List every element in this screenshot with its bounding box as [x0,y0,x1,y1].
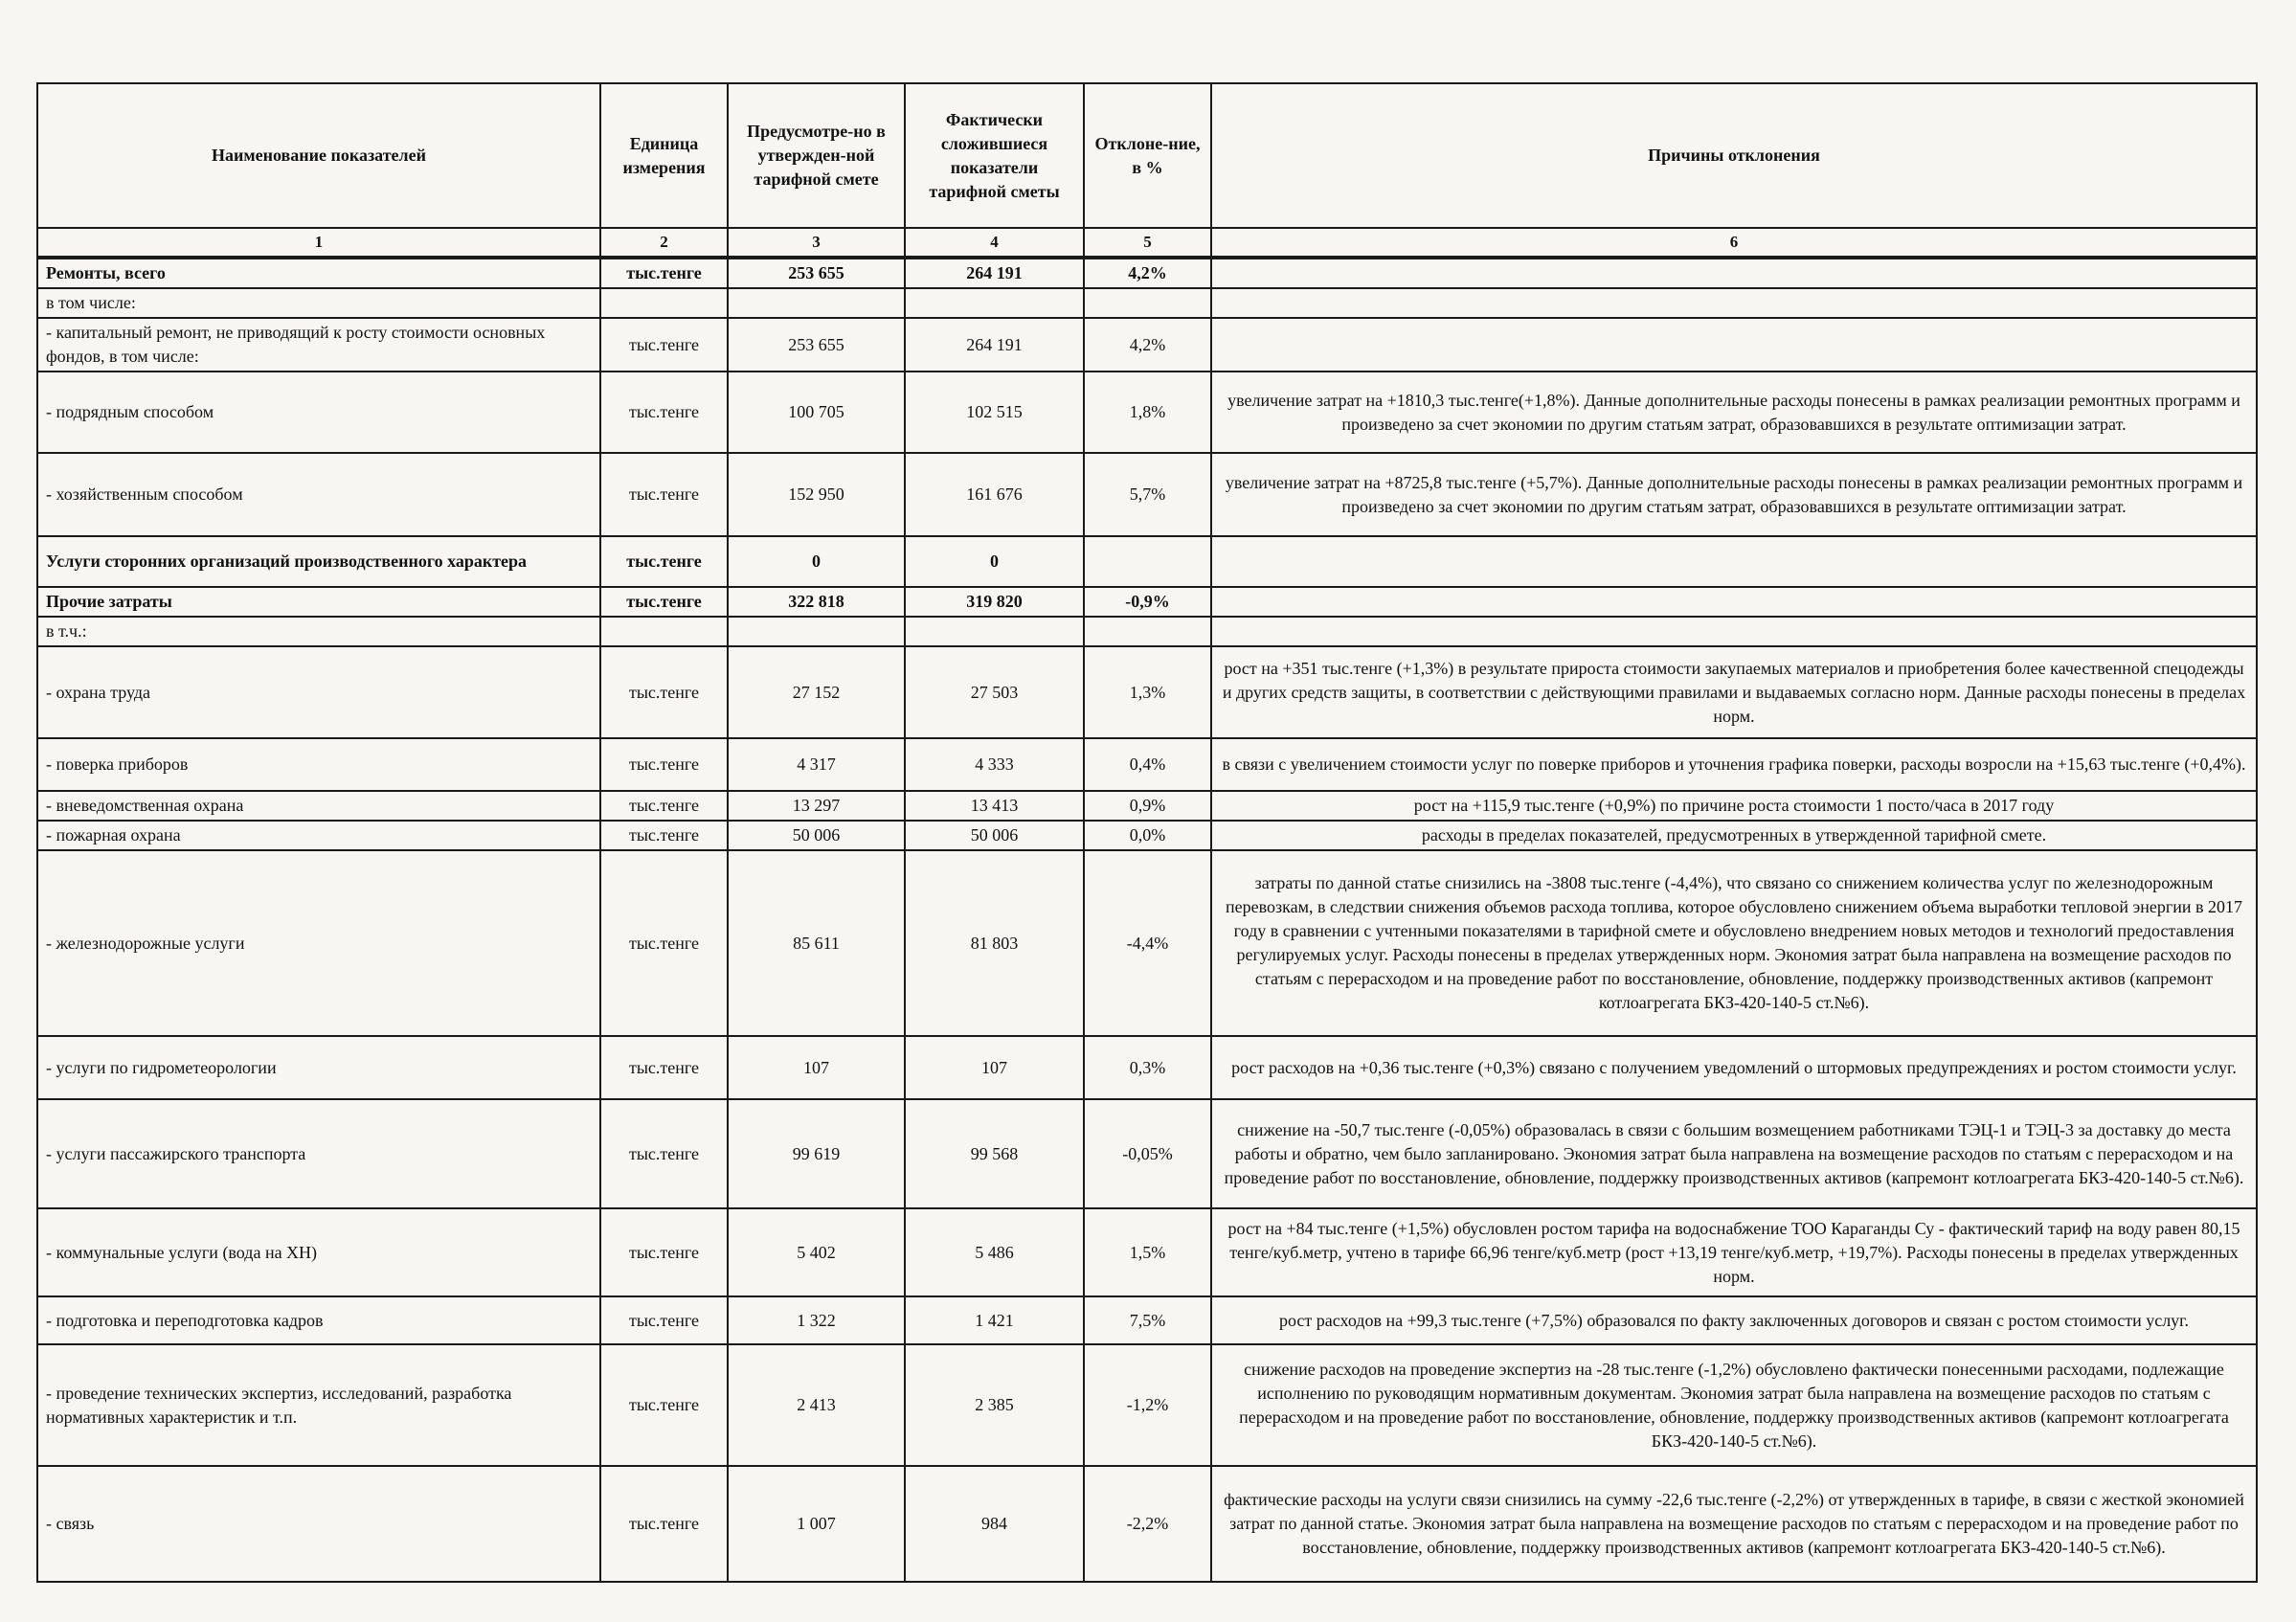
row-name: - хозяйственным способом [37,453,600,536]
row-reason: рост на +351 тыс.тенге (+1,3%) в результате прироста стоимости закупаемых материалов и приобретения более качественной спецодежды и других средств защиты, в соответствии с действующими правилами и выдаваемых согласно норм. Данные расходы понесены в пределах норм. [1211,646,2257,738]
row-name: - поверка приборов [37,738,600,791]
row-name: - подрядным способом [37,372,600,453]
table-header-row [37,83,2257,228]
table-row [37,587,2257,617]
row-deviation: 7,5% [1084,1296,1211,1344]
row-actual: 4 333 [905,738,1084,791]
row-reason: затраты по данной статье снизились на -3808 тыс.тенге (-4,4%), что связано со снижением количества услуг по железнодорожным перевозкам, в следствии снижения объемов расхода топлива, которое обусловлено снижением объема выработки тепловой энергии в 2017 году в сравнении с учтенными показателями в тарифной смете и обусловлено внедрением новых методов и технологий предоставления регулируемых услуг. Расходы понесены в пределах утвержденных норм. Экономия затрат была направлена на возмещение расходов по статьям с перерасходом и на проведение работ по восстановление, обновление, поддержку производственных активов (капремонт котлоагрегата БКЗ-420-140-5 ст.№6). [1211,850,2257,1036]
column-number: 6 [1211,228,2257,258]
row-planned: 152 950 [728,453,905,536]
row-actual: 984 [905,1466,1084,1582]
row-unit: тыс.тенге [600,1099,728,1208]
column-number: 4 [905,228,1084,258]
row-unit: тыс.тенге [600,372,728,453]
row-reason: рост расходов на +0,36 тыс.тенге (+0,3%) связано с получением уведомлений о штормовых предупреждениях и ростом стоимости услуг. [1211,1036,2257,1099]
row-actual: 81 803 [905,850,1084,1036]
row-unit: тыс.тенге [600,318,728,372]
row-deviation: -0,9% [1084,587,1211,617]
row-unit: тыс.тенге [600,1466,728,1582]
table-row [37,1466,2257,1582]
column-number: 3 [728,228,905,258]
header-actual: Фактически сложившиеся показатели тарифной сметы [905,83,1084,228]
table-row [37,318,2257,372]
row-unit: тыс.тенге [600,821,728,850]
row-actual [905,288,1084,318]
row-deviation: 1,3% [1084,646,1211,738]
row-planned: 4 317 [728,738,905,791]
row-actual: 50 006 [905,821,1084,850]
row-reason: увеличение затрат на +8725,8 тыс.тенге (+5,7%). Данные дополнительные расходы понесены в рамках реализации ремонтных программ и произведено за счет экономии по другим статьям затрат, образовавшихся в результате оптимизации затрат. [1211,453,2257,536]
row-unit: тыс.тенге [600,738,728,791]
table-row [37,821,2257,850]
table-row [37,1344,2257,1466]
row-reason [1211,587,2257,617]
header-unit: Единица измерения [600,83,728,228]
table-row [37,258,2257,288]
row-unit: тыс.тенге [600,1296,728,1344]
row-planned: 5 402 [728,1208,905,1296]
row-unit: тыс.тенге [600,1208,728,1296]
row-reason [1211,536,2257,587]
deviation-report-table [36,82,2258,1583]
row-name: - проведение технических экспертиз, исследований, разработка нормативных характеристик и т.п. [37,1344,600,1466]
row-unit: тыс.тенге [600,791,728,821]
row-unit: тыс.тенге [600,258,728,288]
row-reason: расходы в пределах показателей, предусмотренных в утвержденной тарифной смете. [1211,821,2257,850]
table-row [37,1099,2257,1208]
column-number: 2 [600,228,728,258]
table-row [37,1208,2257,1296]
table-row [37,1296,2257,1344]
row-name: - услуги пассажирского транспорта [37,1099,600,1208]
row-actual: 99 568 [905,1099,1084,1208]
row-planned: 0 [728,536,905,587]
row-name: - подготовка и переподготовка кадров [37,1296,600,1344]
row-planned: 322 818 [728,587,905,617]
row-planned [728,288,905,318]
row-deviation: 0,0% [1084,821,1211,850]
table-row [37,453,2257,536]
row-deviation: -0,05% [1084,1099,1211,1208]
row-name: в том числе: [37,288,600,318]
row-deviation: -1,2% [1084,1344,1211,1466]
table-row [37,1036,2257,1099]
row-reason [1211,288,2257,318]
row-unit [600,617,728,646]
row-unit: тыс.тенге [600,646,728,738]
row-reason: рост на +84 тыс.тенге (+1,5%) обусловлен ростом тарифа на водоснабжение ТОО Караганды Су - фактический тариф на воду равен 80,15 тенге/куб.метр, учтено в тарифе 66,96 тенге/куб.метр (рост +13,19 тенге/куб.метр, +19,7%). Расходы понесены в пределах утвержденных норм. [1211,1208,2257,1296]
row-deviation: 1,8% [1084,372,1211,453]
row-deviation: 4,2% [1084,258,1211,288]
row-deviation [1084,617,1211,646]
row-actual: 2 385 [905,1344,1084,1466]
row-name: - связь [37,1466,600,1582]
row-actual: 102 515 [905,372,1084,453]
row-name: - пожарная охрана [37,821,600,850]
row-actual [905,617,1084,646]
row-planned: 253 655 [728,318,905,372]
row-reason: снижение на -50,7 тыс.тенге (-0,05%) образовалась в связи с большим возмещением работниками ТЭЦ-1 и ТЭЦ-3 за доставку до места работы и обратно, чем было запланировано. Экономия затрат была направлена на возмещение расходов по статьям с перерасходом и на проведение работ по восстановление, обновление, поддержку производственных активов (капремонт котлоагрегата БКЗ-420-140-5 ст.№6). [1211,1099,2257,1208]
row-reason: рост расходов на +99,3 тыс.тенге (+7,5%) образовался по факту заключенных договоров и связан с ростом стоимости услуг. [1211,1296,2257,1344]
header-name: Наименование показателей [37,83,600,228]
row-name: - коммунальные услуги (вода на ХН) [37,1208,600,1296]
row-planned: 99 619 [728,1099,905,1208]
row-unit: тыс.тенге [600,1036,728,1099]
row-actual: 161 676 [905,453,1084,536]
row-planned: 1 322 [728,1296,905,1344]
row-planned: 85 611 [728,850,905,1036]
row-planned: 50 006 [728,821,905,850]
row-deviation: 5,7% [1084,453,1211,536]
row-name: - железнодорожные услуги [37,850,600,1036]
table-row [37,791,2257,821]
row-reason: фактические расходы на услуги связи снизились на сумму -22,6 тыс.тенге (-2,2%) от утвержденных в тарифе, в связи с жесткой экономией затрат по данной статье. Экономия затрат была направлена на возмещение расходов по статьям с перерасходом и на проведение работ по восстановление, обновление, поддержку производственных активов (капремонт котлоагрегата БКЗ-420-140-5 ст.№6). [1211,1466,2257,1582]
row-deviation: 0,3% [1084,1036,1211,1099]
row-deviation: 0,9% [1084,791,1211,821]
row-actual: 13 413 [905,791,1084,821]
table-row [37,646,2257,738]
row-actual: 1 421 [905,1296,1084,1344]
table-row [37,288,2257,318]
row-unit: тыс.тенге [600,1344,728,1466]
row-planned: 2 413 [728,1344,905,1466]
row-unit: тыс.тенге [600,850,728,1036]
row-actual: 0 [905,536,1084,587]
row-actual: 107 [905,1036,1084,1099]
row-deviation [1084,288,1211,318]
row-actual: 319 820 [905,587,1084,617]
row-reason [1211,617,2257,646]
row-name: - услуги по гидрометеорологии [37,1036,600,1099]
row-reason: в связи с увеличением стоимости услуг по поверке приборов и уточнения графика поверки, расходы возросли на +15,63 тыс.тенге (+0,4%). [1211,738,2257,791]
row-reason [1211,258,2257,288]
row-name: Прочие затраты [37,587,600,617]
row-deviation [1084,536,1211,587]
column-number-row [37,228,2257,258]
row-planned: 107 [728,1036,905,1099]
row-reason [1211,318,2257,372]
row-name: - капитальный ремонт, не приводящий к росту стоимости основных фондов, в том числе: [37,318,600,372]
table-row [37,536,2257,587]
row-name: Ремонты, всего [37,258,600,288]
table-row [37,738,2257,791]
header-planned: Предусмотре-но в утвержден-ной тарифной смете [728,83,905,228]
row-unit: тыс.тенге [600,453,728,536]
row-name: - вневедомственная охрана [37,791,600,821]
row-unit: тыс.тенге [600,587,728,617]
row-name: в т.ч.: [37,617,600,646]
row-actual: 5 486 [905,1208,1084,1296]
row-unit [600,288,728,318]
row-deviation: 1,5% [1084,1208,1211,1296]
row-planned: 13 297 [728,791,905,821]
row-deviation: 0,4% [1084,738,1211,791]
table-row [37,617,2257,646]
row-deviation: -2,2% [1084,1466,1211,1582]
column-number: 1 [37,228,600,258]
row-reason: снижение расходов на проведение экспертиз на -28 тыс.тенге (-1,2%) обусловлено фактически понесенными расходами, подлежащие исполнению по руководящим нормативным документам. Экономия затрат была направлена на возмещение расходов по статьям с перерасходом и на проведение работ по восстановление, обновление, поддержку производственных активов (капремонт котлоагрегата БКЗ-420-140-5 ст.№6). [1211,1344,2257,1466]
row-actual: 264 191 [905,258,1084,288]
table-row [37,850,2257,1036]
row-name: Услуги сторонних организаций производственного характера [37,536,600,587]
row-reason: увеличение затрат на +1810,3 тыс.тенге(+1,8%). Данные дополнительные расходы понесены в рамках реализации ремонтных программ и произведено за счет экономии по другим статьям затрат, образовавшихся в результате оптимизации затрат. [1211,372,2257,453]
row-deviation: 4,2% [1084,318,1211,372]
row-planned: 100 705 [728,372,905,453]
header-deviation: Отклоне-ние, в % [1084,83,1211,228]
row-name: - охрана труда [37,646,600,738]
row-reason: рост на +115,9 тыс.тенге (+0,9%) по причине роста стоимости 1 посто/часа в 2017 году [1211,791,2257,821]
row-planned: 27 152 [728,646,905,738]
row-unit: тыс.тенге [600,536,728,587]
row-planned: 253 655 [728,258,905,288]
row-actual: 27 503 [905,646,1084,738]
row-planned [728,617,905,646]
row-actual: 264 191 [905,318,1084,372]
header-reasons: Причины отклонения [1211,83,2257,228]
column-number: 5 [1084,228,1211,258]
table-row [37,372,2257,453]
row-deviation: -4,4% [1084,850,1211,1036]
row-planned: 1 007 [728,1466,905,1582]
